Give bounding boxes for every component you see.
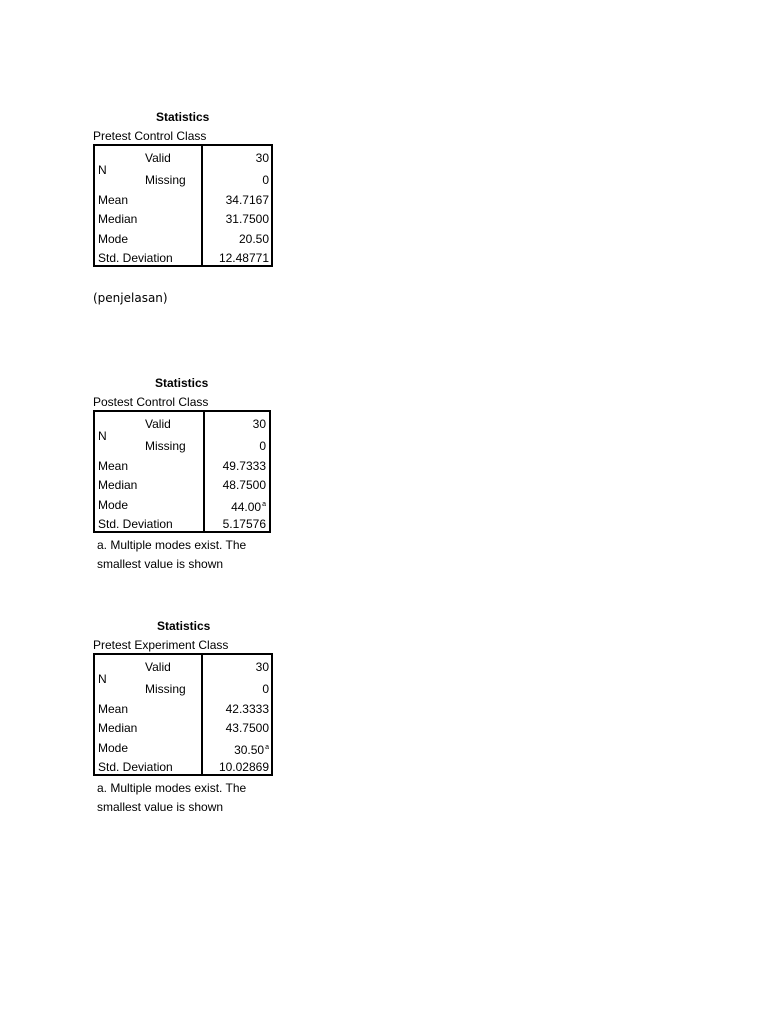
variable-label: Pretest Experiment Class bbox=[93, 638, 229, 652]
row-value-valid: 30 bbox=[255, 660, 269, 674]
row-label-missing: Missing bbox=[145, 439, 186, 453]
variable-label: Pretest Control Class bbox=[93, 129, 207, 143]
row-label-median: Median bbox=[98, 721, 138, 735]
statistics-block-pretest-control bbox=[93, 108, 273, 268]
statistics-block-pretest-experiment bbox=[93, 617, 273, 817]
footnote-line-1: a. Multiple modes exist. The bbox=[97, 781, 247, 795]
statistics-table bbox=[93, 653, 273, 776]
row-value-mean: 34.7167 bbox=[225, 193, 269, 207]
statistics-table bbox=[93, 144, 273, 267]
row-label-mode: Mode bbox=[98, 498, 129, 512]
footnote-line-2: smallest value is shown bbox=[97, 557, 224, 571]
row-value-missing: 0 bbox=[259, 439, 266, 453]
row-value-median: 43.7500 bbox=[225, 721, 269, 735]
row-value-valid: 30 bbox=[252, 417, 266, 431]
row-value-std-deviation: 10.02869 bbox=[218, 760, 269, 774]
row-value-mode: 30.50$^a$ bbox=[234, 743, 269, 757]
row-label-mode: Mode bbox=[98, 741, 129, 755]
footnote-marker: a bbox=[262, 501, 266, 508]
row-label-mean: Mean bbox=[98, 193, 129, 207]
row-label-missing: Missing bbox=[145, 682, 186, 696]
n-label: N bbox=[98, 163, 107, 177]
row-value-mode: 44.00$^a$ bbox=[231, 500, 266, 514]
row-label-valid: Valid bbox=[145, 660, 171, 674]
row-label-valid: Valid bbox=[145, 151, 171, 165]
row-value-missing: 0 bbox=[262, 682, 269, 696]
statistics-block-postest-control bbox=[93, 374, 273, 574]
footnote-line-1: a. Multiple modes exist. The bbox=[97, 538, 247, 552]
row-label-std-deviation: Std. Deviation bbox=[98, 251, 173, 265]
row-value-std-deviation: 12.48771 bbox=[218, 251, 269, 265]
row-value-mean: 42.3333 bbox=[225, 702, 269, 716]
row-value-missing: 0 bbox=[262, 173, 269, 187]
row-label-mean: Mean bbox=[98, 459, 129, 473]
row-label-missing: Missing bbox=[145, 173, 186, 187]
explanation-note: (penjelasan) bbox=[93, 291, 168, 305]
row-value-mean: 49.7333 bbox=[222, 459, 266, 473]
row-value-median: 31.7500 bbox=[225, 212, 269, 226]
statistics-title: Statistics bbox=[155, 376, 209, 390]
row-value-mode: 20.50 bbox=[238, 232, 269, 246]
row-label-mode: Mode bbox=[98, 232, 129, 246]
n-label: N bbox=[98, 672, 107, 686]
row-label-std-deviation: Std. Deviation bbox=[98, 517, 173, 531]
statistics-title: Statistics bbox=[156, 110, 210, 124]
row-value-valid: 30 bbox=[255, 151, 269, 165]
row-value-median: 48.7500 bbox=[222, 478, 266, 492]
statistics-table bbox=[93, 410, 271, 533]
variable-label: Postest Control Class bbox=[93, 395, 209, 409]
n-label: N bbox=[98, 429, 107, 443]
row-label-median: Median bbox=[98, 212, 138, 226]
row-label-std-deviation: Std. Deviation bbox=[98, 760, 173, 774]
footnote-line-2: smallest value is shown bbox=[97, 800, 224, 814]
footnote-marker: a bbox=[265, 744, 269, 751]
row-label-valid: Valid bbox=[145, 417, 171, 431]
row-label-mean: Mean bbox=[98, 702, 129, 716]
statistics-title: Statistics bbox=[157, 619, 211, 633]
row-label-median: Median bbox=[98, 478, 138, 492]
row-value-std-deviation: 5.17576 bbox=[222, 517, 266, 531]
